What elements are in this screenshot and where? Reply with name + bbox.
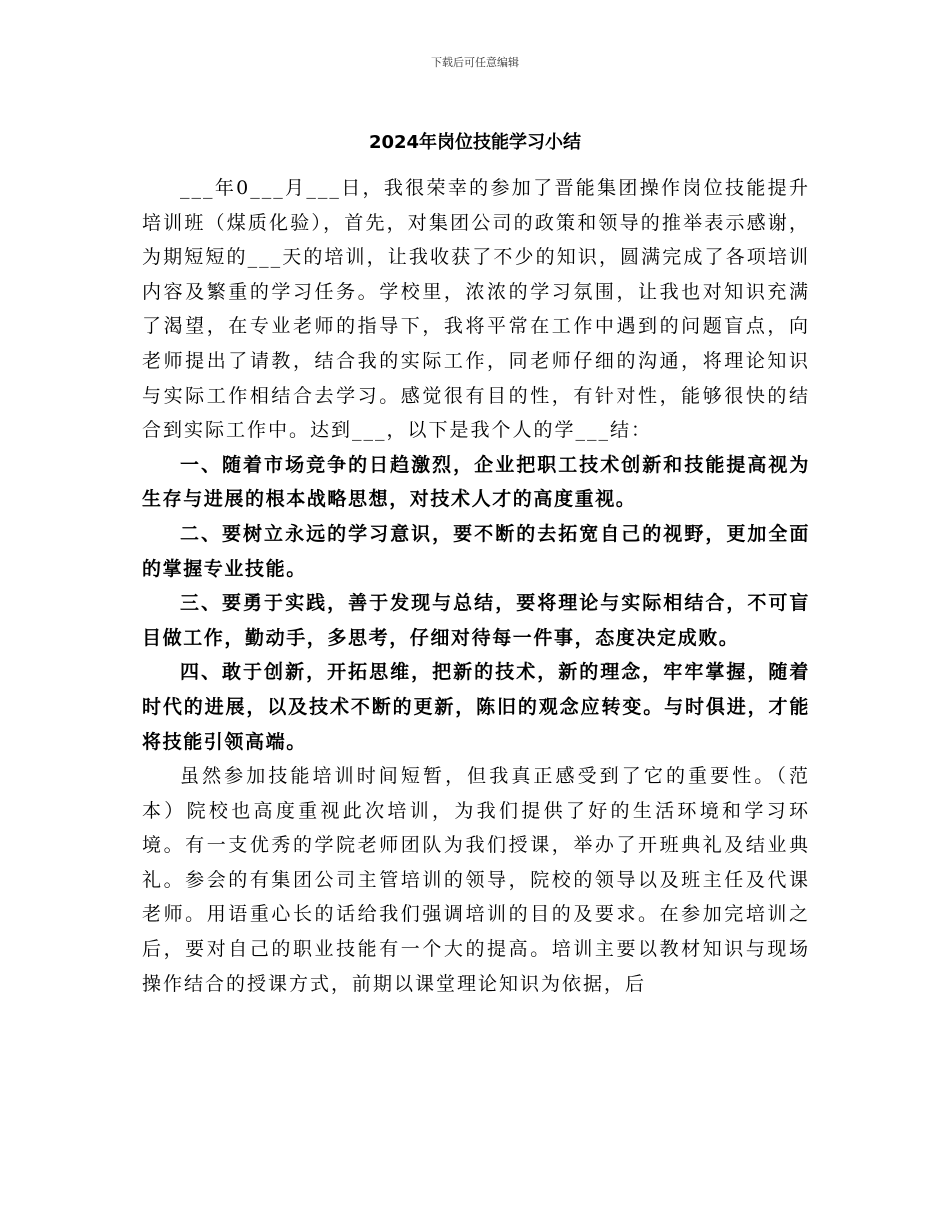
paragraph-point-2: 二、要树立永远的学习意识，要不断的去拓宽自己的视野，更加全面的掌握专业技能。: [142, 522, 810, 580]
paragraph-point-3: 三、要勇于实践，善于发现与总结，要将理论与实际相结合，不可盲目做工作，勤动手，多思考，仔细对待每一件事，态度决定成败。: [142, 592, 810, 649]
page-title: 2024年岗位技能学习小结: [368, 132, 582, 153]
document-body: [142, 171, 810, 1001]
paragraph-point-1: 一、随着市场竞争的日趋激烈，企业把职工技术创新和技能提高视为生存与进展的根本战略思想，对技术人才的高度重视。: [142, 453, 810, 511]
paragraph-closing: 虽然参加技能培训时间短暂，但我真正感受到了它的重要性。（范本）院校也高度重视此次培训，为我们提供了好的生活环境和学习环境。有一支优秀的学院老师团队为我们授课，举办了开班典礼及结业典礼。参会的有集团公司主管培训的领导，院校的领导以及班主任及代课老师。用语重心长的话给我们强调培训的目的及要求。在参加完培训之后，要对自己的职业技能有一个大的提高。培训主要以教材知识与现场操作结合的授课方式，前期以课堂理论知识为依据，后: [142, 765, 810, 995]
paragraph-point-4: 四、敢于创新，开拓思维，把新的技术，新的理念，牢牢掌握，随着时代的进展，以及技术不断的更新，陈旧的观念应转变。与时俱进，才能将技能引领高端。: [142, 661, 810, 753]
header-note: 下载后可任意编辑: [431, 56, 519, 69]
paragraph-intro: ___年0___月___日，我很荣幸的参加了晋能集团操作岗位技能提升培训班（煤质化验），首先，对集团公司的政策和领导的推举表示感谢，为期短短的___天的培训，让我收获了不少的知识，圆满完成了各项培训内容及繁重的学习任务。学校里，浓浓的学习氛围，让我也对知识充满了渴望，在专业老师的指导下，我将平常在工作中遇到的问题盲点，向老师提出了请教，结合我的实际工作，同老师仔细的沟通，将理论知识与实际工作相结合去学习。感觉很有目的性，有针对性，能够很快的结合到实际工作中。达到___，以下是我个人的学___结：: [142, 177, 810, 442]
